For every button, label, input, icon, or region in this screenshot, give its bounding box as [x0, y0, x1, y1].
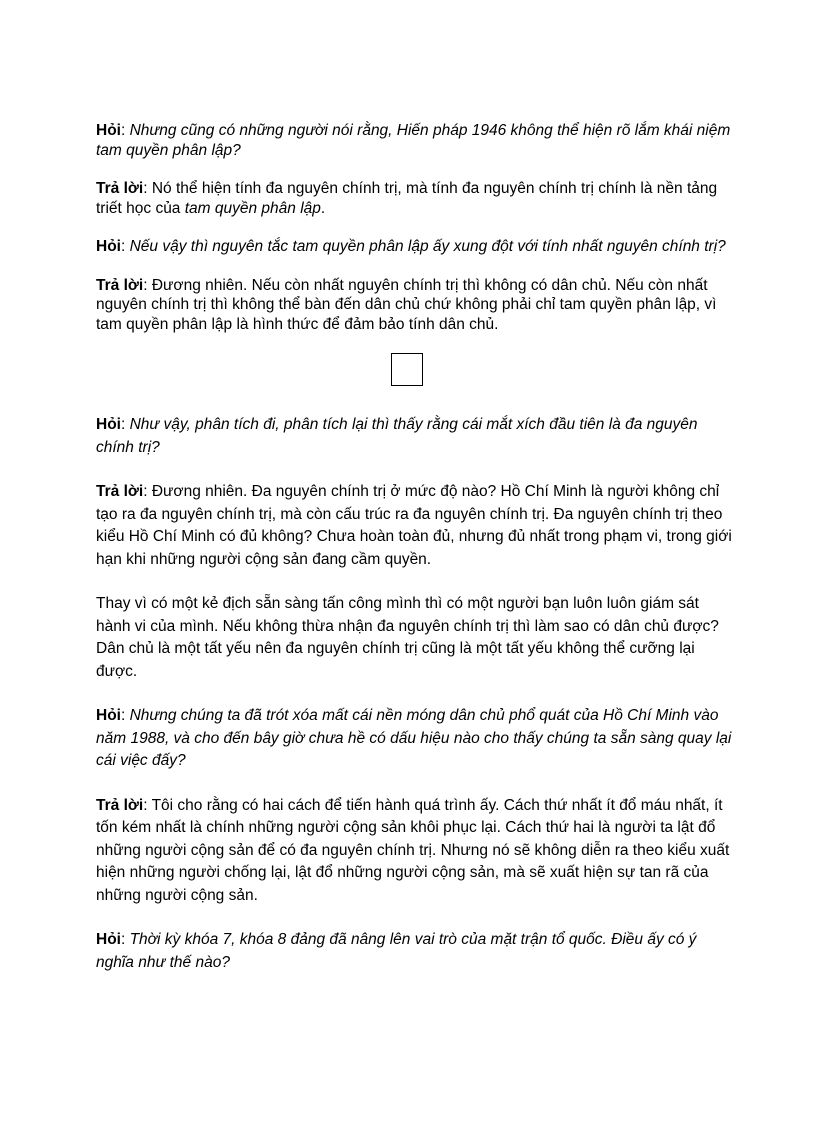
answer-label: Trả lời	[96, 796, 144, 814]
question-text: Như vậy, phân tích đi, phân tích lại thì thấy rằng cái mắt xích đầu tiên là đa nguyên chính trị?	[96, 416, 698, 456]
answer-label: Trả lời	[96, 483, 144, 500]
paragraph-text: Thay vì có một kẻ địch sẵn sàng tấn công mình thì có một người bạn luôn luôn giám sát hành vi của mình. Nếu không thừa nhận đa nguyên chính trị thì làm sao có dân chủ được? Dân chủ là một tất yếu nên đa nguyên chính trị cũng là một tất yếu không thể cưỡng lại được.	[96, 595, 719, 680]
document-page	[96, 121, 736, 996]
answer-text-end: .	[320, 199, 326, 217]
question-text: Nếu vậy thì nguyên tắc tam quyền phân lập ấy xung đột với tính nhất nguyên chính trị?	[129, 238, 726, 255]
question-label: Hỏi	[96, 238, 121, 255]
answer-paragraph: Trả lời: Đương nhiên. Nếu còn nhất nguyên chính trị thì không có dân chủ. Nếu còn nhất nguyên chính trị thì không thể bàn đến dân chủ chứ không phải chỉ tam quyền phân lập, vì tam quyền phân lập là hình thức để đảm bảo tính dân chủ.	[96, 276, 717, 333]
answer-paragraph: Trả lời: Nó thể hiện tính đa nguyên chính trị, mà tính đa nguyên chính trị chính là nền tảng triết học của tam quyền phân lập.	[96, 180, 718, 217]
body-paragraph	[96, 593, 736, 683]
question-text: Nhưng cũng có những người nói rằng, Hiến pháp 1946 không thể hiện rõ lắm khái niệm tam quyền phân lập?	[96, 122, 731, 159]
answer-emphasis: tam quyền phân lập	[184, 199, 321, 217]
question-text: Nhưng chúng ta đã trót xóa mất cái nền móng dân chủ phổ quát của Hồ Chí Minh vào năm 1988, và cho đến bây giờ chưa hề có dấu hiệu nào cho thấy chúng ta sẵn sàng quay lại cái việc đấy?	[96, 707, 732, 769]
answer-text: Đương nhiên. Nếu còn nhất nguyên chính trị thì không có dân chủ. Nếu còn nhất nguyên chính trị thì không thể bàn đến dân chủ chứ không phải chỉ tam quyền phân lập, vì tam quyền phân lập là hình thức để đảm bảo tính dân chủ.	[96, 276, 717, 333]
question-label: Hỏi	[96, 931, 121, 948]
question-paragraph: Hỏi: Nếu vậy thì nguyên tắc tam quyền phân lập ấy xung đột với tính nhất nguyên chính trị?	[96, 238, 726, 255]
question-text: Thời kỳ khóa 7, khóa 8 đảng đã nâng lên vai trò của mặt trận tổ quốc. Điều ấy có ý nghĩa như thế nào?	[96, 931, 697, 971]
answer-label: Trả lời	[96, 180, 144, 197]
question-label: Hỏi	[96, 707, 121, 724]
answer-text: Nó thể hiện tính đa nguyên chính trị, mà tính đa nguyên chính trị chính là nền tảng triết học của	[96, 180, 718, 217]
question-paragraph: Hỏi: Thời kỳ khóa 7, khóa 8 đảng đã nâng lên vai trò của mặt trận tổ quốc. Điều ấy có ý nghĩa như thế nào?	[96, 931, 697, 971]
empty-box-symbol	[391, 353, 423, 386]
question-paragraph: Hỏi: Nhưng chúng ta đã trót xóa mất cái nền móng dân chủ phổ quát của Hồ Chí Minh vào năm 1988, và cho đến bây giờ chưa hề có dấu hiệu nào cho thấy chúng ta sẵn sàng quay lại cái việc đấy?	[96, 707, 732, 769]
answer-label: Trả lời	[96, 276, 144, 294]
answer-text: Tôi cho rằng có hai cách để tiến hành quá trình ấy. Cách thứ nhất ít đổ máu nhất, ít tốn kém nhất là chính những người cộng sản khôi phục lại. Cách thứ hai là người ta lật đổ những người cộng sản để có đa nguyên chính trị. Nhưng nó sẽ không diễn ra theo kiểu xuất hiện những người chống lại, lật đổ những người cộng sản, mà sẽ xuất hiện sự tan rã của những người cộng sản.	[96, 796, 730, 904]
question-label: Hỏi	[96, 122, 121, 139]
question-label: Hỏi	[96, 416, 121, 433]
answer-paragraph: Trả lời: Đương nhiên. Đa nguyên chính trị ở mức độ nào? Hồ Chí Minh là người không chỉ tạo ra đa nguyên chính trị, mà còn cấu trúc ra đa nguyên chính trị. Đa nguyên chính trị theo kiểu Hồ Chí Minh có đủ không? Chưa hoàn toàn đủ, nhưng đủ nhất trong phạm vi, trong giới hạn khi những người cộng sản đang cầm quyền.	[96, 483, 732, 568]
question-paragraph: Hỏi: Như vậy, phân tích đi, phân tích lại thì thấy rằng cái mắt xích đầu tiên là đa nguyên chính trị?	[96, 416, 698, 456]
answer-text: Đương nhiên. Đa nguyên chính trị ở mức độ nào? Hồ Chí Minh là người không chỉ tạo ra đa nguyên chính trị, mà còn cấu trúc ra đa nguyên chính trị. Đa nguyên chính trị theo kiểu Hồ Chí Minh có đủ không? Chưa hoàn toàn đủ, nhưng đủ nhất trong phạm vi, trong giới hạn khi những người cộng sản đang cầm quyền.	[96, 483, 732, 568]
question-paragraph: Hỏi: Nhưng cũng có những người nói rằng, Hiến pháp 1946 không thể hiện rõ lắm khái niệm tam quyền phân lập?	[96, 122, 731, 159]
answer-paragraph: Trả lời: Tôi cho rằng có hai cách để tiến hành quá trình ấy. Cách thứ nhất ít đổ máu nhất, ít tốn kém nhất là chính những người cộng sản khôi phục lại. Cách thứ hai là người ta lật đổ những người cộng sản để có đa nguyên chính trị. Nhưng nó sẽ không diễn ra theo kiểu xuất hiện những người chống lại, lật đổ những người cộng sản, mà sẽ xuất hiện sự tan rã của những người cộng sản.	[96, 796, 730, 904]
